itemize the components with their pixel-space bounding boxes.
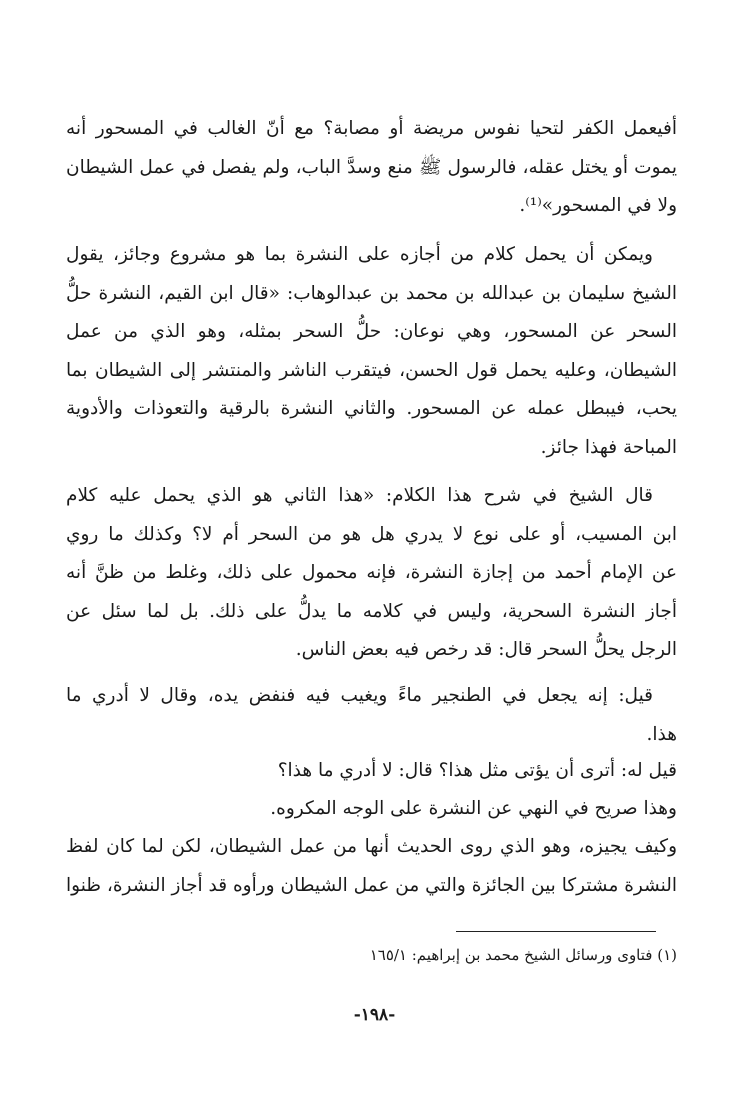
text-line: وهذا صريح في النهي عن النشرة على الوجه المكروه. [270,798,677,819]
paragraph-4 [66,677,677,754]
paragraph-3 [66,477,677,670]
text-line: الشيخ سليمان بن عبدالله بن محمد بن عبدالوهاب: «قال ابن القيم، النشرة حلُّ [66,282,677,304]
page-number: -١٩٨- [353,1005,396,1025]
footnote: (١) فتاوى ورسائل الشيخ محمد بن إبراهيم: ١٦٥/١ [369,946,677,964]
text-line: المباحة فهذا جائز. [540,436,677,458]
text-line: ولا في المسحور»⁽¹⁾. [519,195,677,216]
text-line: قيل: إنه يجعل في الطنجير ماءً ويغيب فيه فنفض يده، وقال لا أدري ما [66,685,653,706]
text-line: أجاز النشرة السحرية، وليس في كلامه ما يدلُّ على ذلك. بل لما سئل عن [66,600,677,622]
paragraph-6 [66,790,677,829]
text-line: ابن المسيب، أو على نوع لا يدري هل هو من السحر أم لا؟ وكذلك ما روي [66,523,677,545]
text-line: السحر عن المسحور، وهي نوعان: حلُّ السحر بمثله، وهو الذي من عمل [66,321,677,342]
text-line: وكيف يجيزه، وهو الذي روى الحديث أنها من عمل الشيطان، لكن لما كان لفظ [66,836,677,857]
text-line: أفيعمل الكفر لتحيا نفوس مريضة أو مصابة؟ مع أنّ الغالب في المسحور أنه [66,118,677,139]
footnote-divider [456,931,656,932]
text-line: هذا. [646,723,677,745]
text-line: عن الإمام أحمد من إجازة النشرة، فإنه محمول على ذلك، وغلط من ظنَّ أنه [66,562,677,583]
text-line: النشرة مشتركا بين الجائزة والتي من عمل الشيطان ورأوه قد أجاز النشرة، ظنوا [66,874,677,896]
text-line: الشيطان، وعليه يحمل قول الحسن، فيتقرب الناشر والمنتشر إلى الشيطان بما [66,359,677,381]
text-line: الرجل يحلُّ السحر قال: قد رخص فيه بعض الناس. [295,639,677,660]
paragraph-5 [66,752,677,791]
text-line: قيل له: أترى أن يؤتى مثل هذا؟ قال: لا أدري ما هذا؟ [277,760,677,781]
text-line: قال الشيخ في شرح هذا الكلام: «هذا الثاني هو الذي يحمل عليه كلام [66,485,653,506]
paragraph-7 [66,828,677,905]
text-line: ويمكن أن يحمل كلام من أجازه على النشرة بما هو مشروع وجائز، يقول [66,244,653,265]
paragraph-1 [66,110,677,226]
text-line: يحب، فيبطل عمله عن المسحور. والثاني النشرة بالرقية والتعوذات والأدوية [66,398,677,419]
text-line: يموت أو يختل عقله، فالرسول ﷺ منع وسدَّ الباب، ولم يفصل في عمل الشيطان [66,156,677,178]
paragraph-2 [66,236,677,467]
